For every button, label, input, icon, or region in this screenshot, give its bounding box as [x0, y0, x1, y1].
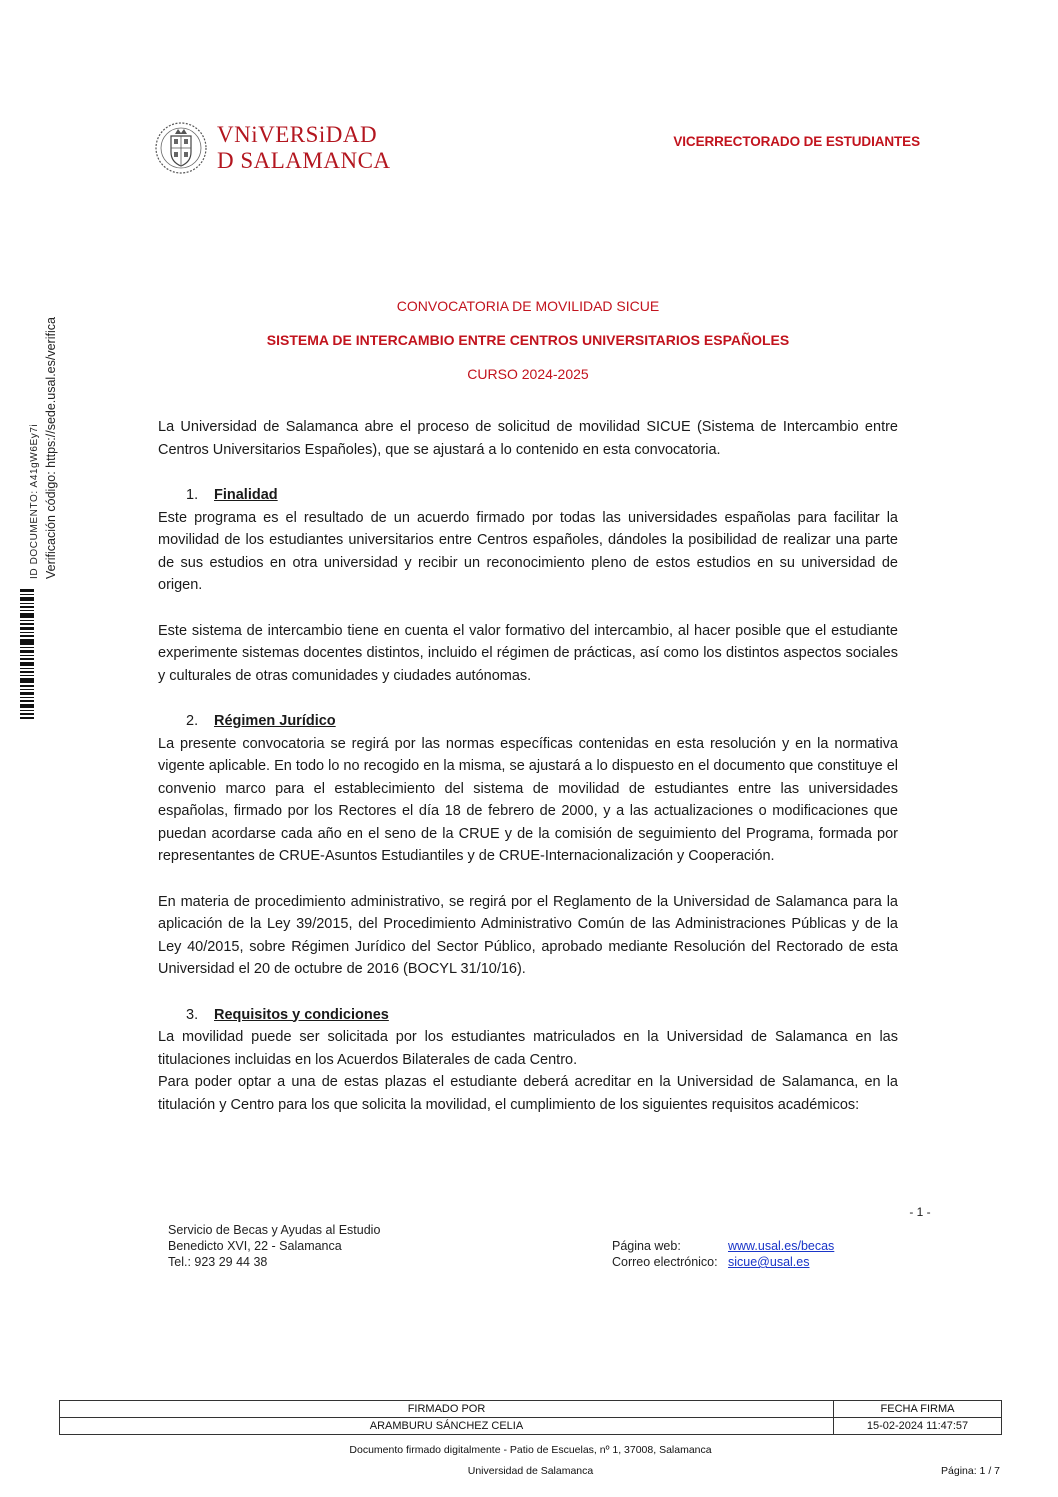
page-number: - 1 - [909, 1205, 931, 1219]
web-label: Página web: [612, 1239, 681, 1253]
signer-name: ARAMBURU SÁNCHEZ CELIA [60, 1418, 834, 1435]
document-body [158, 416, 898, 1116]
university-logo [155, 118, 391, 178]
verification-url: Verificación código: https://sede.usal.es/verifica [44, 317, 58, 579]
section-1-paragraph-2: Este sistema de intercambio tiene en cuenta el valor formativo del intercambio, al hacer posible que el estudiante experimente sistemas docentes distintos, incluido el régimen de prácticas, así como los distintos aspectos sociales y culturales de otras comunidades y ciudades autónomas. [158, 622, 898, 684]
page-indicator: Página: 1 / 7 [941, 1465, 1000, 1477]
section-3-paragraph-2: Para poder optar a una de estas plazas el estudiante deberá acreditar en la Universidad de Salamanca, en la titulación y Centro para los que solicita la movilidad, el cumplimiento de los siguientes requisitos académicos: [158, 1074, 898, 1113]
title-line-1: CONVOCATORIA DE MOVILIDAD SICUE [396, 298, 660, 314]
institution-name: Universidad de Salamanca [467, 1465, 594, 1477]
signed-by-header: FIRMADO POR [60, 1401, 834, 1418]
date-header: FECHA FIRMA [834, 1401, 1002, 1418]
department-header: VICERRECTORADO DE ESTUDIANTES [673, 134, 920, 149]
digital-signature-note: Documento firmado digitalmente - Patio de Escuelas, nº 1, 37008, Salamanca [349, 1444, 712, 1456]
section-heading-2: 2. Régimen Jurídico [186, 713, 336, 729]
intro-paragraph: La Universidad de Salamanca abre el proceso de solicitud de movilidad SICUE (Sistema de Intercambio entre Centros Universitarios Españoles), que se ajustará a lo contenido en esta convocatoria. [158, 419, 898, 458]
email-label: Correo electrónico: [612, 1255, 718, 1269]
section-1-paragraph-1: Este programa es el resultado de un acuerdo firmado por todas las universidades españolas para facilitar la movilidad de los estudiantes universitarios entre Centros españoles, dándoles la posibilidad de realizar una parte de sus estudios en otra universidad y recibir un reconocimiento pleno de estos estudios en su universidad de origen. [158, 509, 898, 593]
table-row [60, 1418, 1002, 1435]
title-line-2: SISTEMA DE INTERCAMBIO ENTRE CENTROS UNIVERSITARIOS ESPAÑOLES [266, 332, 790, 348]
university-crest-icon [155, 120, 207, 176]
section-2-paragraph-2: En materia de procedimiento administrativo, se regirá por el Reglamento de la Universidad de Salamanca para la aplicación de la Ley 39/2015, del Procedimiento Administrativo Común de las Administraciones Públicas y de la Ley 40/2015, sobre Régimen Jurídico del Sector Público, aprobado mediante Resolución del Rectorado de esta Universidad el 20 de octubre de 2016 (BOCYL 31/10/16). [158, 893, 898, 977]
verification-strip [20, 276, 68, 721]
section-heading-1: 1. Finalidad [186, 487, 278, 503]
footer-address: Servicio de Becas y Ayudas al Estudio Benedicto XVI, 22 - Salamanca Tel.: 923 29 44 38 [168, 1223, 381, 1269]
verification-text [27, 274, 59, 579]
table-row [60, 1401, 1002, 1418]
university-name: VNiVERSiDAD D SALAMANCA [217, 122, 391, 173]
barcode-icon [20, 589, 34, 719]
title-line-3: CURSO 2024-2025 [467, 366, 589, 382]
signature-table [59, 1400, 1002, 1435]
signature-date: 15-02-2024 11:47:57 [834, 1418, 1002, 1435]
section-3-paragraph-1: La movilidad puede ser solicitada por los estudiantes matriculados en la Universidad de Salamanca en las titulaciones incluidas en los Acuerdos Bilaterales de cada Centro. [158, 1029, 898, 1068]
section-2-paragraph-1: La presente convocatoria se regirá por las normas específicas contenidas en esta resolución y en la normativa vigente aplicable. En todo lo no recogido en la misma, se ajustará a lo dispuesto en el documento que constituye el convenio marco para el establecimiento del sistema de movilidad de estudiantes entre las universidades españolas, firmado por los Rectores el día 18 de febrero de 2000, y a las actualizaciones o modificaciones que puedan acordarse cada año en el seno de la CRUE y de la comisión de seguimiento del Programa, formada por representantes de CRUE-Asuntos Estudiantiles y de CRUE-Internacionalización y Cooperación. [158, 735, 898, 864]
footer-contact [612, 1238, 834, 1270]
email-link[interactable]: sicue@usal.es [728, 1255, 810, 1269]
document-titles [158, 298, 898, 400]
web-link[interactable]: www.usal.es/becas [728, 1239, 835, 1253]
document-id: ID DOCUMENTO: A41gW6Ey7i [29, 423, 40, 579]
section-heading-3: 3. Requisitos y condiciones [186, 1006, 389, 1023]
